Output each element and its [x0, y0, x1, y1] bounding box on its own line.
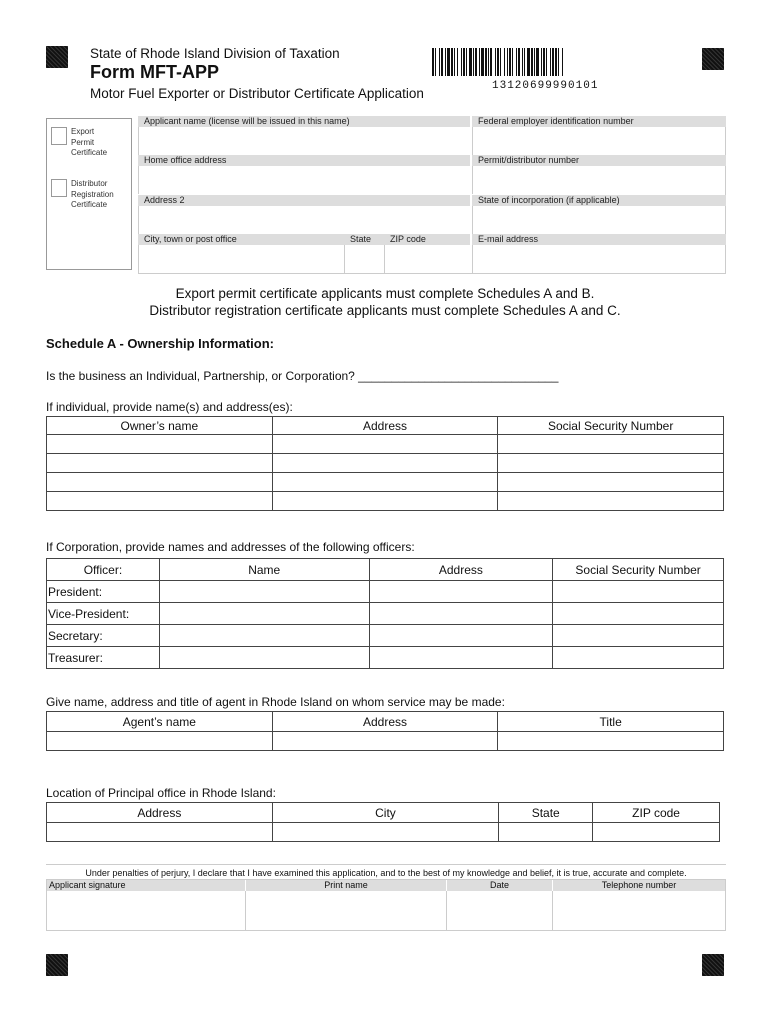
officer-name-cell[interactable] — [159, 603, 369, 625]
owner-ssn-cell[interactable] — [498, 454, 724, 473]
business-type-question: Is the business an Individual, Partnership, or Corporation? ______________________________ — [46, 369, 559, 383]
permit-number-label: Permit/distributor number — [472, 155, 726, 166]
perjury-declaration: Under penalties of perjury, I declare that I have examined this application, and to the best of my knowledge and belief, it is true, accurate and complete. — [46, 864, 726, 878]
principal-zip-header: ZIP code — [593, 803, 720, 823]
individual-prompt: If individual, provide name(s) and address(es): — [46, 400, 293, 414]
city-label: City, town or post office — [138, 234, 344, 245]
principal-address-header: Address — [47, 803, 273, 823]
zip-field[interactable] — [384, 245, 472, 274]
registration-mark-top-right — [702, 48, 724, 70]
officer-ssn-header: Social Security Number — [553, 559, 724, 581]
applicant-info-grid — [138, 116, 726, 274]
officer-name-header: Name — [159, 559, 369, 581]
table-row — [47, 732, 724, 751]
form-subtitle: Motor Fuel Exporter or Distributor Certificate Application — [90, 86, 424, 101]
table-row — [47, 581, 724, 603]
signature-field[interactable] — [47, 891, 246, 931]
officer-role: Secretary: — [47, 625, 160, 647]
principal-state-header: State — [499, 803, 593, 823]
schedule-a-title: Schedule A - Ownership Information: — [46, 336, 274, 351]
agent-address-cell[interactable] — [272, 732, 498, 751]
principal-office-prompt: Location of Principal office in Rhode Island: — [46, 786, 276, 800]
officer-header: Officer: — [47, 559, 160, 581]
address2-field[interactable] — [138, 206, 472, 234]
barcode — [432, 48, 690, 76]
officer-address-cell[interactable] — [369, 603, 553, 625]
registration-mark-bottom-left — [46, 954, 68, 976]
officer-address-cell[interactable] — [369, 625, 553, 647]
federal-ein-label: Federal employer identification number — [472, 116, 726, 127]
state-incorporation-field[interactable] — [472, 206, 726, 234]
export-permit-label: Export Permit Certificate — [71, 127, 108, 157]
form-title: Form MFT-APP — [90, 62, 219, 82]
table-row — [47, 454, 724, 473]
officer-name-cell[interactable] — [159, 625, 369, 647]
print-name-field[interactable] — [246, 891, 447, 931]
table-row — [47, 492, 724, 511]
table-row — [47, 435, 724, 454]
owners-table — [46, 416, 724, 511]
owner-ssn-cell[interactable] — [498, 435, 724, 454]
export-permit-checkbox[interactable] — [51, 127, 67, 145]
applicant-name-field[interactable] — [138, 127, 472, 155]
state-field[interactable] — [344, 245, 384, 274]
agent-name-header: Agent’s name — [47, 712, 273, 732]
owner-ssn-cell[interactable] — [498, 492, 724, 511]
owner-name-cell[interactable] — [47, 435, 273, 454]
owner-address-cell[interactable] — [272, 435, 498, 454]
agent-title-header: Title — [498, 712, 724, 732]
note-schedules-b: Export permit certificate applicants must complete Schedules A and B. — [175, 286, 595, 301]
officer-address-header: Address — [369, 559, 553, 581]
officers-table — [46, 558, 724, 669]
signature-label: Applicant signature — [47, 880, 245, 891]
distributor-registration-label: Distributor Registration Certificate — [71, 179, 114, 209]
telephone-field[interactable] — [553, 891, 725, 931]
city-field[interactable] — [138, 245, 344, 274]
owner-address-cell[interactable] — [272, 454, 498, 473]
owner-ssn-cell[interactable] — [498, 473, 724, 492]
officer-ssn-cell[interactable] — [553, 581, 724, 603]
owner-address-cell[interactable] — [272, 492, 498, 511]
federal-ein-field[interactable] — [472, 127, 726, 155]
owner-address-cell[interactable] — [272, 473, 498, 492]
principal-city-header: City — [272, 803, 499, 823]
home-office-address-label: Home office address — [138, 155, 470, 166]
signature-block — [46, 879, 726, 931]
agent-name-cell[interactable] — [47, 732, 273, 751]
table-row — [47, 603, 724, 625]
officer-role: President: — [47, 581, 160, 603]
permit-number-field[interactable] — [472, 166, 726, 194]
officer-ssn-cell[interactable] — [553, 647, 724, 669]
applicant-name-label: Applicant name (license will be issued in this name) — [138, 116, 470, 127]
officer-ssn-cell[interactable] — [553, 603, 724, 625]
owner-address-header: Address — [272, 417, 498, 435]
table-row — [47, 823, 720, 842]
distributor-registration-checkbox[interactable] — [51, 179, 67, 197]
note-schedules-c: Distributor registration certificate applicants must complete Schedules A and C. — [149, 303, 621, 318]
agent-title-cell[interactable] — [498, 732, 724, 751]
address2-label: Address 2 — [138, 195, 470, 206]
principal-zip-cell[interactable] — [593, 823, 720, 842]
principal-address-cell[interactable] — [47, 823, 273, 842]
principal-office-table — [46, 802, 720, 842]
barcode-number: 13120699990101 — [492, 80, 599, 92]
certificate-type-box — [46, 118, 132, 270]
table-row — [47, 473, 724, 492]
email-field[interactable] — [472, 245, 726, 274]
owner-name-cell[interactable] — [47, 492, 273, 511]
corporation-prompt: If Corporation, provide names and addresses of the following officers: — [46, 540, 415, 554]
officer-ssn-cell[interactable] — [553, 625, 724, 647]
owner-name-cell[interactable] — [47, 454, 273, 473]
registration-mark-bottom-right — [702, 954, 724, 976]
principal-state-cell[interactable] — [499, 823, 593, 842]
state-label: State — [344, 234, 384, 245]
registration-mark-top-left — [46, 46, 68, 68]
state-incorporation-label: State of incorporation (if applicable) — [472, 195, 726, 206]
officer-name-cell[interactable] — [159, 647, 369, 669]
table-row — [47, 625, 724, 647]
zip-label: ZIP code — [384, 234, 470, 245]
owner-name-cell[interactable] — [47, 473, 273, 492]
print-name-label: Print name — [246, 880, 446, 891]
officer-name-cell[interactable] — [159, 581, 369, 603]
table-row — [47, 647, 724, 669]
owner-name-header: Owner’s name — [47, 417, 273, 435]
date-label: Date — [447, 880, 552, 891]
telephone-label: Telephone number — [553, 880, 725, 891]
officer-address-cell[interactable] — [369, 647, 553, 669]
home-office-address-field[interactable] — [138, 166, 472, 194]
agent-address-header: Address — [272, 712, 498, 732]
principal-city-cell[interactable] — [272, 823, 499, 842]
officer-address-cell[interactable] — [369, 581, 553, 603]
date-field[interactable] — [447, 891, 553, 931]
officer-role: Treasurer: — [47, 647, 160, 669]
agency-name: State of Rhode Island Division of Taxation — [90, 46, 340, 61]
email-label: E-mail address — [472, 234, 726, 245]
agent-prompt: Give name, address and title of agent in Rhode Island on whom service may be made: — [46, 695, 505, 709]
officer-role: Vice-President: — [47, 603, 160, 625]
agent-table — [46, 711, 724, 751]
owner-ssn-header: Social Security Number — [498, 417, 724, 435]
